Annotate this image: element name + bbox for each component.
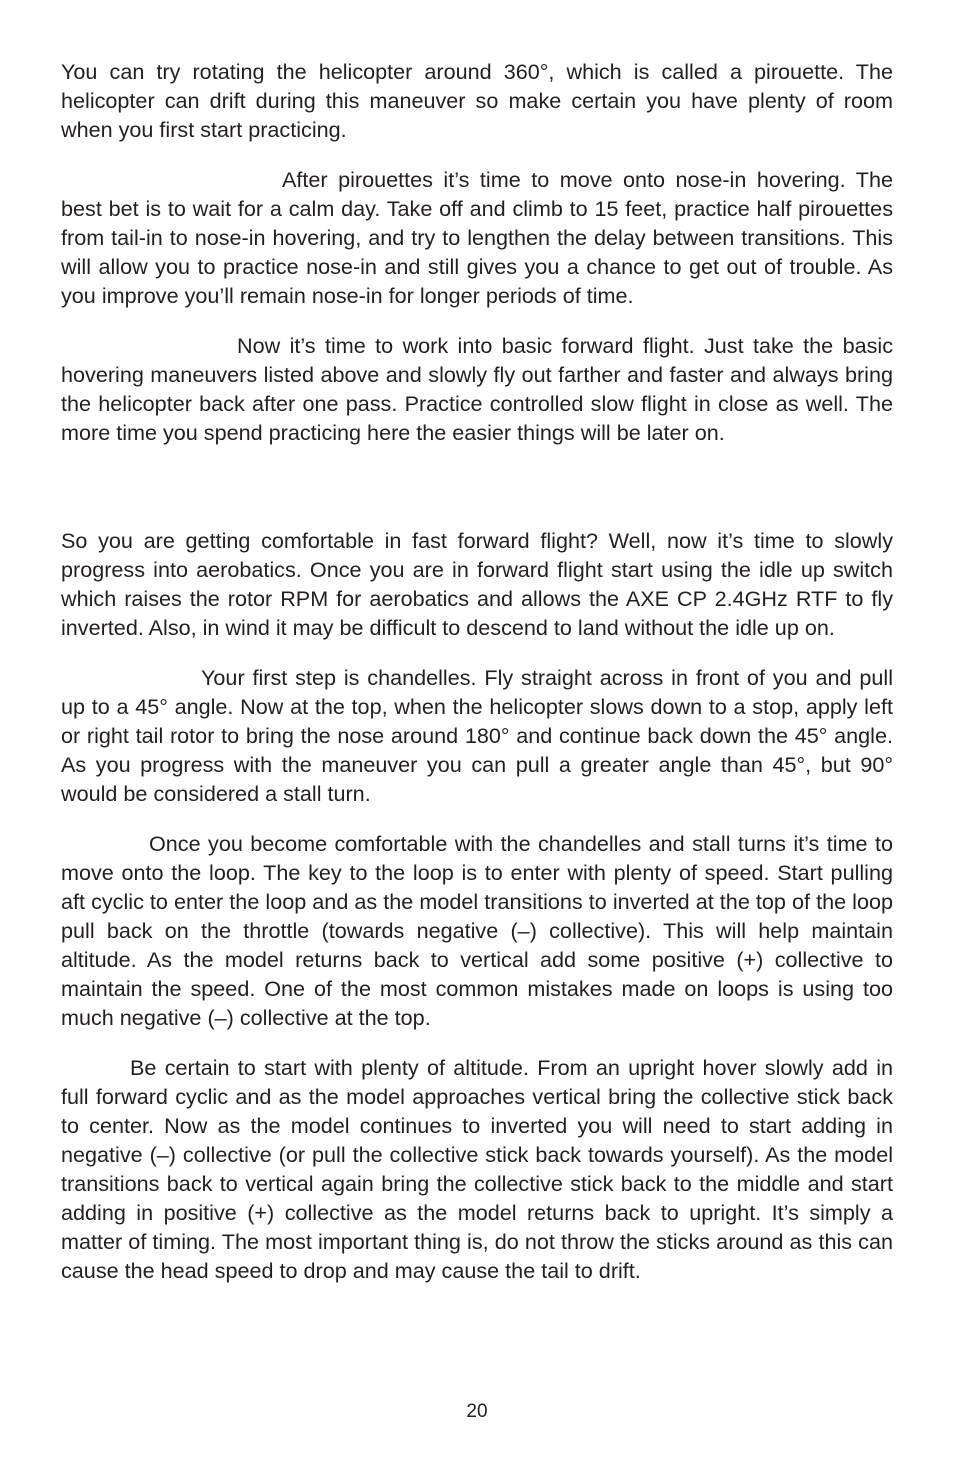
paragraph-roll: Be certain to start with plenty of altitude. From an upright hover slowly add in full forward cyclic and as the model approaches vertical bring the collective stick back to center. Now as the model continues to inverted you will need to start adding in negative (–) collective (or pull the collective stick back towards yourself). As the model transitions back to vertical again bring the collective stick back to the middle and start adding in positive (+) collective as the model returns back to upright. It’s simply a matter of timing. The most important thing is, do not throw the sticks around as this can cause the head speed to drop and may cause the tail to drift. <box>61 1055 893 1283</box>
paragraph-forward-flight: Now it’s time to work into basic forward flight. Just take the basic hovering maneuvers listed above and slowly fly out farther and faster and always bring the helicopter back after one pass. Practice controlled slow flight in close as well. The more time you spend practicing here the easier things will be later on. <box>61 333 893 445</box>
page-number: 20 <box>466 1401 488 1422</box>
paragraph-pirouette: You can try rotating the helicopter around 360°, which is called a pirouette. The helicopter can drift during this maneuver so make certain you have plenty of room when you first start practicing. <box>61 59 893 142</box>
paragraph-loop: Once you become comfortable with the chandelles and stall turns it’s time to move onto the loop. The key to the loop is to enter with plenty of speed. Start pulling aft cyclic to enter the loop and as the model transitions to inverted at the top of the loop pull back on the throttle (towards negative (–) collective). This will help maintain altitude. As the model returns back to vertical add some positive (+) collective to maintain the speed. One of the most common mistakes made on loops is using too much negative (–) collective at the top. <box>61 831 893 1030</box>
page-body <box>61 57 893 1306</box>
paragraph-aerobatics-intro: So you are getting comfortable in fast forward flight? Well, now it’s time to slowly progress into aerobatics. Once you are in forward flight start using the idle up switch which raises the rotor RPM for aerobatics and allows the AXE CP 2.4GHz RTF to fly inverted. Also, in wind it may be difficult to descend to land without the idle up on. <box>61 528 893 640</box>
section-gap <box>61 468 893 526</box>
paragraph-nose-in-hovering: After pirouettes it’s time to move onto nose-in hovering. The best bet is to wait for a calm day. Take off and climb to 15 feet, practice half pirouettes from tail-in to nose-in hovering, and try to lengthen the delay between transitions. This will allow you to practice nose-in and still gives you a chance to get out of trouble. As you improve you’ll remain nose-in for longer periods of time. <box>61 167 893 308</box>
paragraph-chandelles: Your first step is chandelles. Fly straight across in front of you and pull up to a 45° angle. Now at the top, when the helicopter slows down to a stop, apply left or right tail rotor to bring the nose around 180° and continue back down the 45° angle. As you progress with the maneuver you can pull a greater angle than 45°, but 90° would be considered a stall turn. <box>61 665 893 806</box>
